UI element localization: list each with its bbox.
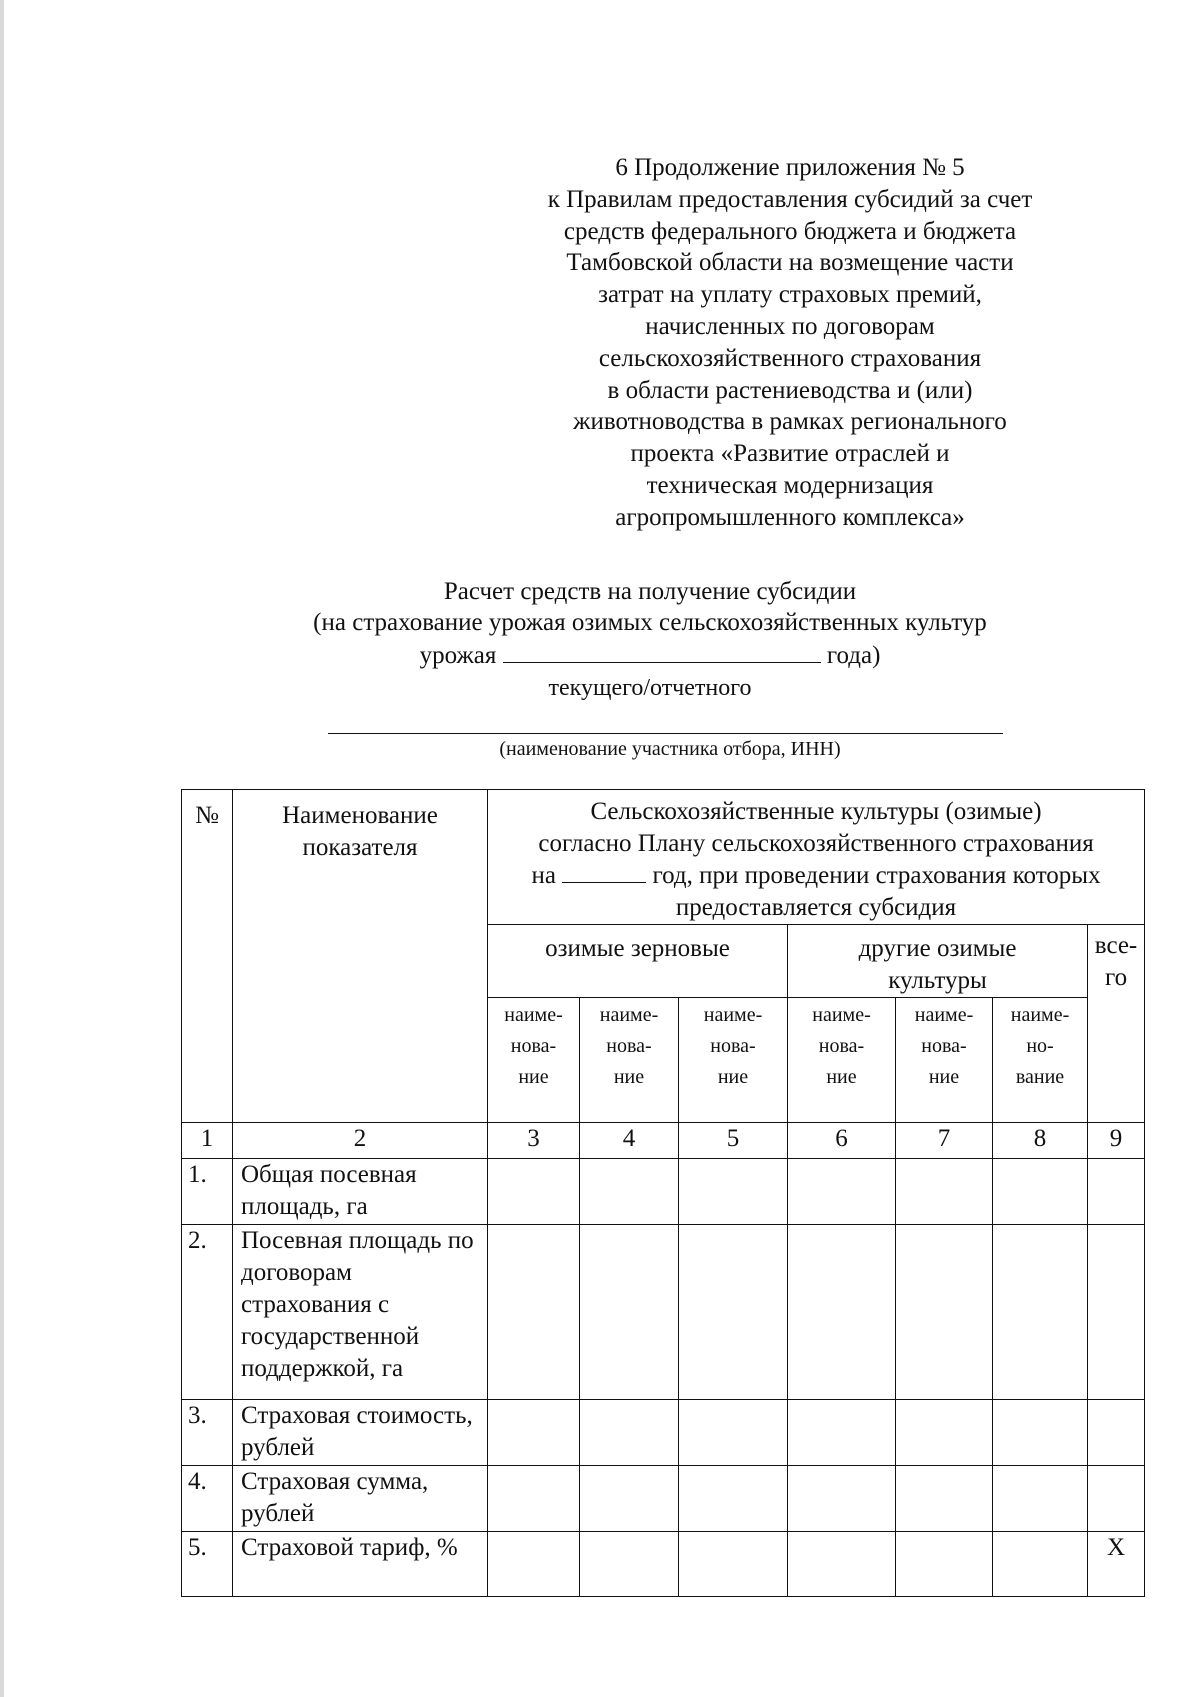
total-cell[interactable] xyxy=(1088,1225,1145,1400)
data-cell[interactable] xyxy=(679,1400,788,1466)
row-label: Страховая сумма, рублей xyxy=(233,1466,488,1532)
total-cell[interactable] xyxy=(1088,1159,1145,1225)
year-type-caption: текущего/отчетного xyxy=(548,675,752,701)
data-cell[interactable] xyxy=(679,1466,788,1532)
title-line-1: Расчет средств на получение субсидии xyxy=(443,578,857,605)
subcol-text: наиме- xyxy=(703,1004,763,1026)
appendix-line: проекта «Развитие отраслей и xyxy=(630,440,950,468)
appendix-line: агропромышленного комплекса» xyxy=(615,503,965,531)
data-cell[interactable] xyxy=(788,1159,896,1225)
subcol-text: нова- xyxy=(818,1035,865,1057)
row-num: 5. xyxy=(182,1532,233,1597)
subcol-text: но- xyxy=(1026,1035,1054,1057)
data-cell[interactable] xyxy=(679,1225,788,1400)
row-label: Общая посевная площадь, га xyxy=(233,1159,488,1225)
header-crops-line4: предоставляется субсидия xyxy=(675,894,957,921)
subcol-text: наиме- xyxy=(812,1004,871,1026)
data-cell[interactable] xyxy=(679,1159,788,1225)
data-cell[interactable] xyxy=(580,1466,679,1532)
column-number: 5 xyxy=(679,1123,788,1159)
table-row xyxy=(182,1159,1145,1225)
participant-caption: (наименование участника отбора, ИНН) xyxy=(499,738,841,760)
header-crops-suffix: год, при проведении страхования которых xyxy=(652,862,1101,889)
data-cell[interactable] xyxy=(896,1159,993,1225)
data-cell[interactable] xyxy=(580,1159,679,1225)
header-total xyxy=(1088,925,1145,1123)
header-crops xyxy=(488,790,1145,925)
column-number: 7 xyxy=(896,1123,993,1159)
subsidy-table xyxy=(181,789,1145,1597)
data-cell[interactable] xyxy=(580,1225,679,1400)
subcol-header-5 xyxy=(679,998,788,1123)
appendix-line: затрат на уплату страховых премий, xyxy=(598,281,982,309)
data-cell[interactable] xyxy=(993,1532,1088,1597)
appendix-line: в области растениеводства и (или) xyxy=(607,376,973,404)
subcol-text: ние xyxy=(928,1066,960,1088)
header-crops-line1: Сельскохозяйственные культуры (озимые) xyxy=(590,798,1042,825)
column-number: 1 xyxy=(182,1123,233,1159)
data-cell[interactable] xyxy=(993,1466,1088,1532)
subcol-text: ние xyxy=(518,1066,549,1088)
header-total-line2: го xyxy=(1104,964,1128,991)
data-cell[interactable] xyxy=(488,1466,580,1532)
row-label: Страховой тариф, % xyxy=(233,1532,488,1597)
data-cell[interactable] xyxy=(788,1400,896,1466)
title-line-3 xyxy=(200,640,1100,670)
scan-edge xyxy=(0,0,4,1697)
appendix-line: к Правилам предоставления субсидий за счет xyxy=(547,185,1033,213)
header-num: № xyxy=(182,790,233,1123)
appendix-line: начисленных по договорам xyxy=(645,312,935,340)
row-num: 2. xyxy=(182,1225,233,1400)
appendix-line: сельскохозяйственного страхования xyxy=(598,344,982,372)
header-total-line1: все- xyxy=(1094,932,1138,959)
subcol-text: наиме- xyxy=(914,1004,974,1026)
header-winter-grain: озимые зерновые xyxy=(488,925,788,998)
header-indicator: Наименование показателя xyxy=(233,790,488,1123)
table-row xyxy=(182,1466,1145,1532)
appendix-line: средств федерального бюджета и бюджета xyxy=(563,217,1017,245)
harvest-year-field[interactable] xyxy=(503,640,821,663)
row-label: Страховая стоимость, рублей xyxy=(233,1400,488,1466)
subcol-text: наиме- xyxy=(504,1004,563,1026)
appendix-line: Тамбовской области на возмещение части xyxy=(566,249,1014,277)
header-other-winter: другие озимые культуры xyxy=(788,925,1088,998)
appendix-line: животноводства в рамках регионального xyxy=(573,408,1007,436)
column-number: 3 xyxy=(488,1123,580,1159)
total-cell[interactable] xyxy=(1088,1400,1145,1466)
row-num: 3. xyxy=(182,1400,233,1466)
total-cell[interactable] xyxy=(1088,1466,1145,1532)
column-number: 4 xyxy=(580,1123,679,1159)
participant-field[interactable] xyxy=(328,733,1003,734)
header-crops-line2: согласно Плану сельскохозяйственного страхования xyxy=(538,830,1094,857)
row-num: 4. xyxy=(182,1466,233,1532)
harvest-label: урожая xyxy=(419,642,497,669)
subcol-text: вание xyxy=(1015,1066,1065,1088)
data-cell[interactable] xyxy=(488,1400,580,1466)
data-cell[interactable] xyxy=(896,1532,993,1597)
subcol-header-7 xyxy=(896,998,993,1123)
data-cell[interactable] xyxy=(679,1532,788,1597)
subcol-text: ние xyxy=(717,1066,749,1088)
appendix-header xyxy=(490,152,1090,534)
total-cell: X xyxy=(1088,1532,1145,1597)
data-cell[interactable] xyxy=(896,1225,993,1400)
subcol-text: нова- xyxy=(510,1035,557,1057)
appendix-line: 6 Продолжение приложения № 5 xyxy=(615,154,965,181)
data-cell[interactable] xyxy=(993,1225,1088,1400)
data-cell[interactable] xyxy=(896,1466,993,1532)
data-cell[interactable] xyxy=(993,1159,1088,1225)
subcol-text: нова- xyxy=(921,1035,967,1057)
column-number: 8 xyxy=(993,1123,1088,1159)
table-row xyxy=(182,1532,1145,1597)
subcol-text: ние xyxy=(613,1066,645,1088)
data-cell[interactable] xyxy=(788,1225,896,1400)
data-cell[interactable] xyxy=(788,1466,896,1532)
data-cell[interactable] xyxy=(488,1159,580,1225)
header-crops-prefix: на xyxy=(531,862,556,889)
subcol-header-8 xyxy=(993,998,1088,1123)
subcol-header-6 xyxy=(788,998,896,1123)
year-label: года) xyxy=(826,642,881,669)
data-cell[interactable] xyxy=(580,1400,679,1466)
data-cell[interactable] xyxy=(788,1532,896,1597)
row-num: 1. xyxy=(182,1159,233,1225)
data-cell[interactable] xyxy=(993,1400,1088,1466)
data-cell[interactable] xyxy=(896,1400,993,1466)
row-label: Посевная площадь по договорам страхования с государственной поддержкой, га xyxy=(233,1225,488,1400)
table-row xyxy=(182,1225,1145,1400)
subcol-header-3 xyxy=(488,998,580,1123)
data-cell[interactable] xyxy=(488,1225,580,1400)
column-number: 2 xyxy=(233,1123,488,1159)
header-crops-line3 xyxy=(488,860,1144,892)
subcol-text: нова- xyxy=(710,1035,756,1057)
data-cell[interactable] xyxy=(488,1532,580,1597)
table-row xyxy=(182,1400,1145,1466)
subcol-header-4 xyxy=(580,998,679,1123)
subcol-text: наиме- xyxy=(599,1004,659,1026)
column-number: 9 xyxy=(1088,1123,1145,1159)
subcol-text: ние xyxy=(826,1066,857,1088)
appendix-line: техническая модернизация xyxy=(646,471,934,499)
subcol-text: нова- xyxy=(606,1035,652,1057)
column-number-row xyxy=(182,1123,1145,1159)
data-cell[interactable] xyxy=(580,1532,679,1597)
subcol-text: наиме- xyxy=(1010,1004,1070,1026)
column-number: 6 xyxy=(788,1123,896,1159)
plan-year-field[interactable] xyxy=(562,860,646,883)
title-line-2: (на страхование урожая озимых сельскохозяйственных культур xyxy=(313,609,987,636)
